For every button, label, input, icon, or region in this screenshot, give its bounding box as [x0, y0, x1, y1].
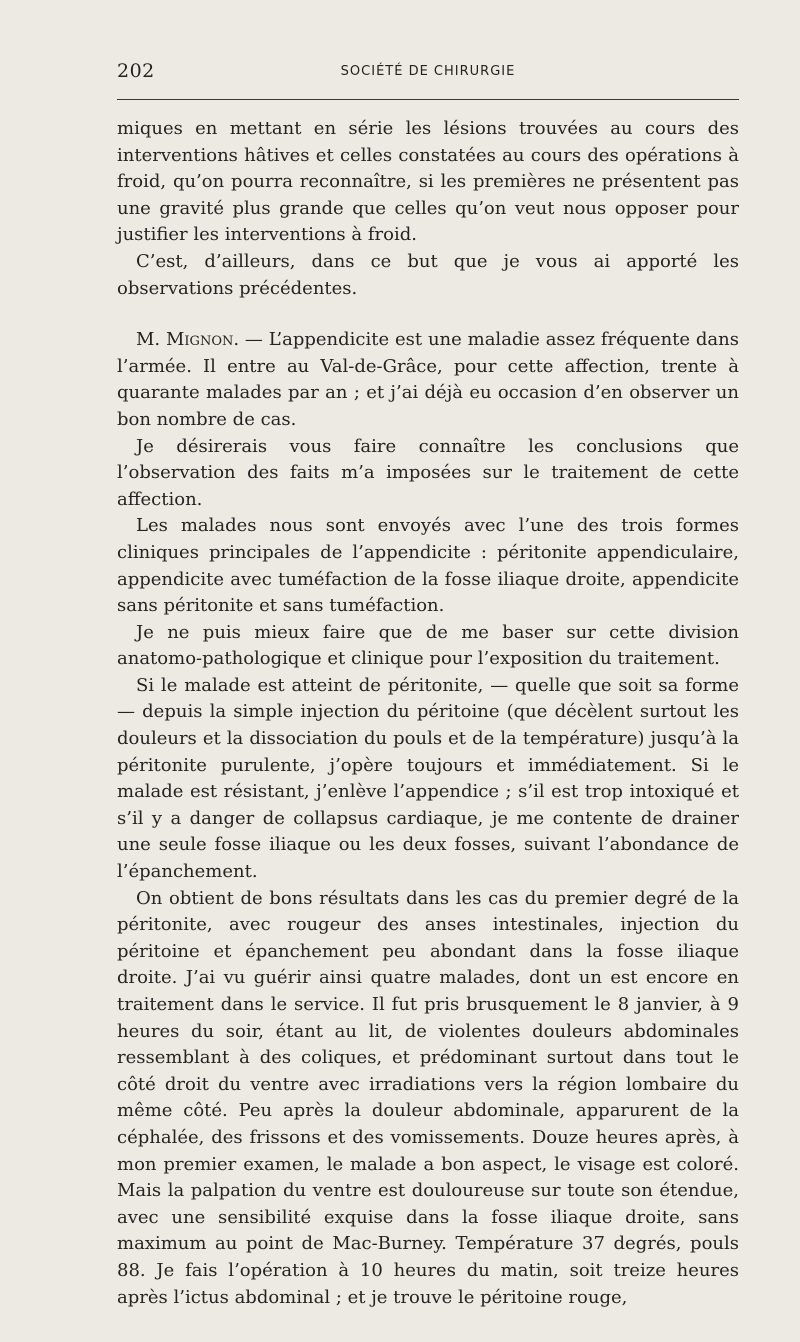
- header-rule: [117, 99, 739, 100]
- speech-text: L’appendicite est une maladie assez fréquente dans l’armée. Il entre au Val-de-Grâce, pour cette affection, trente à quarante malades par an ; et j’ai déjà eu occasion d’en observer un bon nombre de cas.: [117, 329, 739, 430]
- body-text: [117, 116, 739, 1311]
- page-header: [117, 60, 739, 86]
- paragraph: Je ne puis mieux faire que de me baser sur cette division anatomo-pathologique et clinique pour l’exposition du traitement.: [117, 621, 739, 670]
- paragraph: Si le malade est atteint de péritonite, — quelle que soit sa forme — depuis la simple injection du péritoine (que décèlent surtout les douleurs et la dissociation du pouls et de la température) jusqu’à la péritonite purulente, j’opère toujours et immédiatement. Si le malade est résistant, j’enlève l’appendice ; s’il est trop intoxiqué et s’il y a danger de collapsus cardiaque, je me contente de drainer une seule fosse iliaque ou les deux fosses, suivant l’abondance de l’épanchement.: [117, 674, 739, 883]
- paragraph-continuation: miques en mettant en série les lésions trouvées au cours des interventions hâtives et celles constatées au cours des opérations à froid, qu’on pourra reconnaître, si les premières ne présentent pas une gravité plus grande que celles qu’on veut nous opposer pour justifier les interventions à froid.: [117, 118, 739, 246]
- speech-dash: —: [239, 329, 269, 351]
- speech-paragraph: [117, 327, 739, 433]
- speaker-name: M. Mignon.: [136, 329, 240, 351]
- paragraph: Je désirerais vous faire connaître les conclusions que l’observation des faits m’a imposées sur le traitement de cette affection.: [117, 435, 739, 510]
- paragraph: On obtient de bons résultats dans les cas du premier degré de la péritonite, avec rougeur des anses intestinales, injection du péritoine et épanchement peu abondant dans la fosse iliaque droite. J’ai vu guérir ainsi quatre malades, dont un est encore en traitement dans le service. Il fut pris brusquement le 8 janvier, à 9 heures du soir, étant au lit, de violentes douleurs abdominales ressemblant à des coliques, et prédominant surtout dans tout le côté droit du ventre avec irradiations vers la région lombaire du même côté. Peu après la douleur abdominale, apparurent de la céphalée, des frissons et des vomissements. Douze heures après, à mon premier examen, le malade a bon aspect, le visage est coloré. Mais la palpation du ventre est douloureuse sur toute son étendue, avec une sensibilité exquise dans la fosse iliaque droite, sans maximum au point de Mac-Burney. Température 37 degrés, pouls 88. Je fais l’opération à 10 heures du matin, soit treize heures après l’ictus abdominal ; et je trouve le péritoine rouge,: [117, 887, 739, 1308]
- running-head: SOCIÉTÉ DE CHIRURGIE: [340, 64, 516, 79]
- page-number: 202: [117, 60, 155, 82]
- paragraph: Les malades nous sont envoyés avec l’une des trois formes cliniques principales de l’appendicite : péritonite appendiculaire, appendicite avec tuméfaction de la fosse iliaque droite, appendicite sans péritonite et sans tuméfaction.: [117, 515, 739, 617]
- paragraph: C’est, d’ailleurs, dans ce but que je vous ai apporté les observations précédentes.: [117, 250, 739, 299]
